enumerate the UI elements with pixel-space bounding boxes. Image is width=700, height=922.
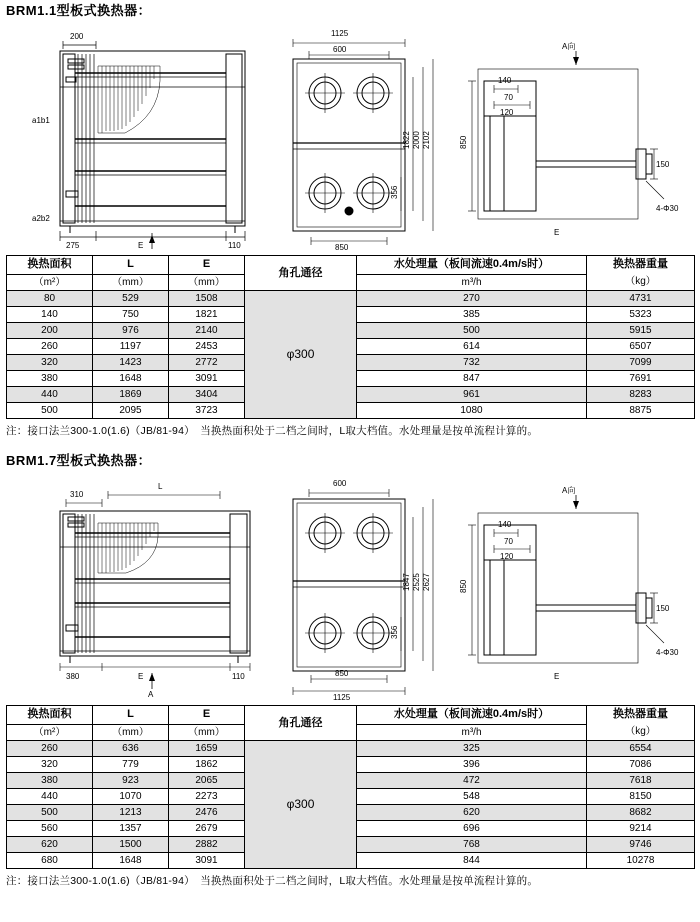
cell-hole: φ300 xyxy=(245,291,357,419)
cell-weight: 10278 xyxy=(587,853,695,869)
th-l: L xyxy=(93,706,169,725)
cell-area: 380 xyxy=(7,371,93,387)
cell-e: 3091 xyxy=(169,371,245,387)
side-view-2 xyxy=(450,471,690,701)
th-weight: 换热器重量 xyxy=(613,708,668,720)
label-A-arrow-2: A向 xyxy=(562,486,576,495)
dim-850: 850 xyxy=(335,243,349,251)
cell-e: 3404 xyxy=(169,387,245,403)
dim-356b: 356 xyxy=(390,625,399,639)
cell-flow: 768 xyxy=(357,837,587,853)
dim-120b: 120 xyxy=(500,552,514,561)
note-1: 注：接口法兰300-1.0(1.6)（JB/81-94） 当换热面积处于二档之间时，L取大档值。水处理量是按单流程计算的。 xyxy=(6,425,539,437)
cell-e: 2772 xyxy=(169,355,245,371)
cell-area: 200 xyxy=(7,323,93,339)
unit-e: （mm） xyxy=(169,274,245,290)
th-flow: 水处理量（板间流速0.4m/s时） xyxy=(357,706,587,725)
cell-e: 2476 xyxy=(169,805,245,821)
cell-area: 140 xyxy=(7,307,93,323)
cell-e: 1821 xyxy=(169,307,245,323)
cell-weight: 7086 xyxy=(587,757,695,773)
dim-4phi30b: 4-Φ30 xyxy=(656,648,679,657)
unit-e: （mm） xyxy=(169,724,245,740)
spec-table-2 xyxy=(6,705,695,869)
cell-weight: 7618 xyxy=(587,773,695,789)
table-row xyxy=(7,741,695,757)
cell-weight: 7099 xyxy=(587,355,695,371)
dim-1822: 1822 xyxy=(402,131,411,149)
cell-flow: 614 xyxy=(357,339,587,355)
label-E-side-2: E xyxy=(554,672,560,681)
table-header-row xyxy=(7,706,695,725)
unit-l: （mm） xyxy=(93,274,169,290)
unit-area: （m²） xyxy=(7,274,93,290)
cell-weight: 7691 xyxy=(587,371,695,387)
cell-flow: 696 xyxy=(357,821,587,837)
cell-flow: 620 xyxy=(357,805,587,821)
dim-275: 275 xyxy=(66,241,80,250)
th-e: E xyxy=(169,706,245,725)
dim-1125b: 1125 xyxy=(333,693,351,701)
label-a1b1: a1b1 xyxy=(32,116,50,125)
cell-l: 750 xyxy=(93,307,169,323)
cell-l: 1500 xyxy=(93,837,169,853)
cell-weight: 6507 xyxy=(587,339,695,355)
label-A2: A xyxy=(148,690,154,699)
cell-hole: φ300 xyxy=(245,741,357,869)
top-view-1 xyxy=(275,21,445,251)
th-l: L xyxy=(93,256,169,275)
th-hole: 角孔通径 xyxy=(245,706,357,741)
cell-area: 560 xyxy=(7,821,93,837)
cell-l: 1423 xyxy=(93,355,169,371)
cell-l: 1648 xyxy=(93,371,169,387)
table-body-1 xyxy=(7,291,695,419)
side-view-1 xyxy=(450,21,690,251)
dim-2525: 2525 xyxy=(412,573,421,591)
cell-e: 1659 xyxy=(169,741,245,757)
th-weight-unit: （kg） xyxy=(625,276,656,287)
cell-e: 2065 xyxy=(169,773,245,789)
th-weight-unit: （kg） xyxy=(625,726,656,737)
label-E: E xyxy=(138,241,144,250)
unit-l: （mm） xyxy=(93,724,169,740)
cell-area: 380 xyxy=(7,773,93,789)
cell-area: 320 xyxy=(7,355,93,371)
cell-flow: 472 xyxy=(357,773,587,789)
dim-310: 310 xyxy=(70,490,84,499)
cell-flow: 270 xyxy=(357,291,587,307)
label-A-arrow: A向 xyxy=(562,42,576,51)
th-area: 换热面积 xyxy=(7,706,93,725)
th-weight: 换热器重量 xyxy=(613,258,668,270)
th-weight-wrap xyxy=(587,706,695,741)
dim-2102: 2102 xyxy=(422,131,431,149)
cell-flow: 847 xyxy=(357,371,587,387)
cell-e: 1862 xyxy=(169,757,245,773)
dim-1847: 1847 xyxy=(402,573,411,591)
th-area: 换热面积 xyxy=(7,256,93,275)
dim-120: 120 xyxy=(500,108,514,117)
spec-table-1 xyxy=(6,255,695,419)
dim-2000: 2000 xyxy=(412,131,421,149)
cell-area: 500 xyxy=(7,805,93,821)
cell-l: 923 xyxy=(93,773,169,789)
cell-l: 779 xyxy=(93,757,169,773)
cell-flow: 500 xyxy=(357,323,587,339)
label-L2: L xyxy=(158,482,163,491)
cell-l: 1357 xyxy=(93,821,169,837)
table-body-2 xyxy=(7,741,695,869)
dim-356: 356 xyxy=(390,185,399,199)
cell-flow: 1080 xyxy=(357,403,587,419)
th-hole: 角孔通径 xyxy=(245,256,357,291)
dim-110: 110 xyxy=(228,241,241,250)
unit-flow: m³/h xyxy=(357,724,587,740)
cell-l: 1070 xyxy=(93,789,169,805)
cell-e: 2882 xyxy=(169,837,245,853)
front-view-1 xyxy=(30,21,270,251)
dim-4phi30: 4-Φ30 xyxy=(656,204,679,213)
th-e: E xyxy=(169,256,245,275)
cell-l: 529 xyxy=(93,291,169,307)
cell-e: 3091 xyxy=(169,853,245,869)
section-brm17 xyxy=(0,450,700,888)
dim-70: 70 xyxy=(504,93,513,102)
dim-70b: 70 xyxy=(504,537,513,546)
cell-e: 2140 xyxy=(169,323,245,339)
cell-l: 1648 xyxy=(93,853,169,869)
cell-area: 260 xyxy=(7,741,93,757)
cell-e: 1508 xyxy=(169,291,245,307)
cell-l: 636 xyxy=(93,741,169,757)
cell-area: 440 xyxy=(7,789,93,805)
cell-flow: 325 xyxy=(357,741,587,757)
cell-l: 1213 xyxy=(93,805,169,821)
cell-flow: 732 xyxy=(357,355,587,371)
section-brm11 xyxy=(0,0,700,438)
th-weight-wrap xyxy=(587,256,695,291)
cell-weight: 5915 xyxy=(587,323,695,339)
cell-flow: 548 xyxy=(357,789,587,805)
dim-200: 200 xyxy=(70,32,84,41)
top-view-2 xyxy=(275,471,445,701)
dim-600b: 600 xyxy=(333,479,347,488)
drawing-group-2 xyxy=(0,471,700,701)
front-view-2 xyxy=(30,471,270,701)
table-row xyxy=(7,291,695,307)
cell-flow: 385 xyxy=(357,307,587,323)
cell-weight: 8283 xyxy=(587,387,695,403)
section-title-1: BRM1.1型板式换热器： xyxy=(6,3,152,18)
label-a2b2: a2b2 xyxy=(32,214,50,223)
unit-flow: m³/h xyxy=(357,274,587,290)
cell-e: 2453 xyxy=(169,339,245,355)
cell-area: 260 xyxy=(7,339,93,355)
dim-150: 150 xyxy=(656,160,670,169)
cell-area: 680 xyxy=(7,853,93,869)
cell-area: 440 xyxy=(7,387,93,403)
section-title-2: BRM1.7型板式换热器： xyxy=(6,453,152,468)
dim-150b: 150 xyxy=(656,604,670,613)
label-E2: E xyxy=(138,672,144,681)
cell-weight: 6554 xyxy=(587,741,695,757)
cell-weight: 8150 xyxy=(587,789,695,805)
cell-e: 2273 xyxy=(169,789,245,805)
table-header-row xyxy=(7,256,695,275)
cell-weight: 8875 xyxy=(587,403,695,419)
cell-l: 1869 xyxy=(93,387,169,403)
cell-area: 500 xyxy=(7,403,93,419)
cell-weight: 9214 xyxy=(587,821,695,837)
cell-weight: 5323 xyxy=(587,307,695,323)
drawing-group-1 xyxy=(0,21,700,251)
dim-1125: 1125 xyxy=(331,29,349,38)
cell-area: 80 xyxy=(7,291,93,307)
cell-l: 2095 xyxy=(93,403,169,419)
cell-area: 620 xyxy=(7,837,93,853)
cell-flow: 844 xyxy=(357,853,587,869)
note-2: 注：接口法兰300-1.0(1.6)（JB/81-94） 当换热面积处于二档之间时，L取大档值。水处理量是按单流程计算的。 xyxy=(6,875,539,887)
dim-2627: 2627 xyxy=(422,573,431,591)
dim-850-side-b: 850 xyxy=(459,579,468,593)
cell-weight: 9746 xyxy=(587,837,695,853)
dim-850b: 850 xyxy=(335,669,349,678)
cell-e: 2679 xyxy=(169,821,245,837)
unit-area: （m²） xyxy=(7,724,93,740)
th-flow: 水处理量（板间流速0.4m/s时） xyxy=(357,256,587,275)
dim-600: 600 xyxy=(333,45,347,54)
cell-weight: 8682 xyxy=(587,805,695,821)
cell-l: 976 xyxy=(93,323,169,339)
label-E-side: E xyxy=(554,228,560,237)
dim-140: 140 xyxy=(498,76,512,85)
cell-l: 1197 xyxy=(93,339,169,355)
dim-850-side: 850 xyxy=(459,135,468,149)
cell-flow: 396 xyxy=(357,757,587,773)
cell-weight: 4731 xyxy=(587,291,695,307)
cell-area: 320 xyxy=(7,757,93,773)
dim-110b: 110 xyxy=(232,672,245,681)
dim-380: 380 xyxy=(66,672,80,681)
cell-flow: 961 xyxy=(357,387,587,403)
dim-140b: 140 xyxy=(498,520,512,529)
cell-e: 3723 xyxy=(169,403,245,419)
